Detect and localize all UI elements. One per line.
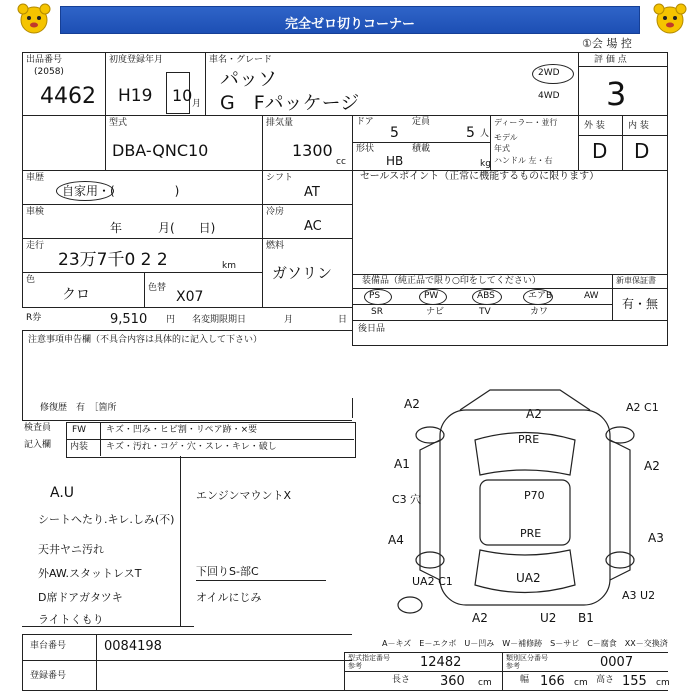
lot-label: 出品番号 — [26, 55, 63, 65]
fuel-value: ガソリン — [272, 264, 333, 282]
equipment-tv: TV — [479, 307, 491, 317]
class-label: 類別区分番号 — [506, 654, 548, 662]
color-label: 色 — [26, 275, 36, 285]
damage-mark: PRE — [520, 527, 542, 540]
drive-4wd: 4WD — [538, 91, 560, 101]
repair-history: 修復歴 有 ［箇所 — [40, 403, 117, 413]
lot-sub: (2058) — [34, 67, 64, 77]
import-label: ディーラー・並行 — [494, 118, 558, 127]
width-label: 幅 — [520, 675, 530, 685]
equipment-abs: ABS — [477, 291, 495, 301]
damage-mark: A2 — [644, 459, 660, 473]
registration-label: 初度登録年月 — [109, 55, 164, 65]
equipment-ps: PS — [369, 291, 381, 301]
damage-mark: A2 — [404, 397, 420, 411]
damage-mark: UA2 — [516, 571, 541, 585]
damage-mark: A4 — [388, 533, 404, 547]
damage-mark: U2 — [540, 611, 557, 625]
cert-number: 12482 — [420, 655, 462, 670]
name-change-label: 名変期限期日 — [192, 315, 247, 325]
ref-label-1: 参考 — [348, 662, 362, 670]
check-interior: 内装 — [70, 442, 89, 452]
score-label: 評 価 点 — [594, 55, 627, 65]
shift-value: AT — [304, 185, 320, 200]
note-left-6: ライトくもり — [38, 613, 104, 626]
exterior-grade: D — [592, 139, 608, 163]
note-right-5: オイルにじみ — [196, 591, 262, 604]
postscript-label: 後日品 — [358, 324, 386, 334]
length-value: 360 — [440, 674, 465, 689]
length-label: 長さ — [392, 675, 411, 685]
note-left-5: D席ドアガタツキ — [38, 591, 123, 604]
equipment-aw: AW — [584, 291, 599, 301]
color-value: クロ — [62, 287, 90, 303]
damage-mark: UA2 C1 — [412, 575, 453, 588]
name-change-month: 月 — [284, 315, 294, 325]
displacement-label: 排気量 — [266, 118, 294, 128]
check-label-1: 検査員 — [24, 423, 52, 433]
damage-mark: A1 — [394, 457, 410, 471]
ref-label-2: 参考 — [506, 662, 520, 670]
load-label: 積載 — [412, 144, 431, 154]
mileage-value: 23万7千0 2 2 — [58, 250, 168, 270]
color-code-label: 色替 — [148, 283, 167, 293]
interior-label: 内 装 — [628, 121, 649, 131]
damage-mark: PRE — [518, 433, 540, 446]
recycle-label: R券 — [26, 313, 42, 323]
new-guarantee-label: 新車保証書 — [616, 276, 656, 285]
equipment-label: 装備品（純正品で限り○印をしてください） — [362, 276, 541, 286]
damage-legend: A－キズ E－エクボ U－凹み W－補修跡 S－サビ C－腐食 XX－交換済 — [382, 639, 668, 648]
name-change-day: 日 — [338, 315, 348, 325]
import-year-label: 年式 — [494, 144, 510, 153]
recycle-value: 9,510 — [110, 312, 148, 327]
class-number: 0007 — [600, 655, 634, 670]
ac-label: 冷房 — [266, 207, 285, 217]
chassis-number: 0084198 — [104, 639, 162, 654]
sales-point-label: セールスポイント（正常に機能するものに限ります） — [360, 171, 600, 182]
inspection-label: 車検 — [26, 207, 45, 217]
damage-mark: A3 U2 — [622, 589, 656, 602]
check-fw: FW — [72, 425, 87, 435]
check-label-2: 記入欄 — [24, 440, 52, 450]
cert-label: 型式指定番号 — [348, 654, 390, 662]
banner-bar — [60, 6, 640, 34]
notes-label: 注意事項申告欄（不具合内容は具体的に記入して下さい） — [28, 335, 263, 345]
inspection-value: 年 月( 日) — [110, 221, 216, 235]
damage-mark: P70 — [524, 489, 545, 502]
damage-mark: A2 — [526, 407, 542, 421]
ac-value: AC — [304, 219, 322, 234]
displacement-unit: cc — [336, 157, 346, 167]
bear-mascot-icon — [650, 2, 690, 36]
banner-title: 完全ゼロ切りコーナー — [284, 17, 415, 32]
shape-label: 形状 — [356, 144, 375, 154]
damage-mark: A3 — [648, 531, 664, 545]
model-grade: G Fパッケージ — [220, 92, 360, 114]
damage-mark: C3 穴 — [392, 493, 422, 506]
doors-value: 5 — [390, 125, 399, 141]
banner — [0, 0, 700, 38]
registration-number-label: 登録番号 — [30, 671, 67, 681]
color-code: X07 — [176, 289, 204, 305]
usage-label: 車歴 — [26, 173, 45, 183]
new-guarantee-value: 有・無 — [622, 297, 659, 311]
equipment-airbag: エアB — [528, 291, 553, 301]
import-handle: ハンドル 左・右 — [494, 156, 553, 165]
note-left-3: 天井ヤニ汚れ — [38, 543, 104, 556]
height-unit: cm — [656, 678, 670, 688]
exterior-label: 外 装 — [584, 121, 605, 131]
registration-month: 10 — [172, 86, 193, 105]
model-name: パッソ — [220, 68, 278, 90]
length-unit: cm — [478, 678, 492, 688]
registration-era: H19 — [118, 86, 153, 106]
damage-mark: B1 — [578, 611, 594, 625]
check-fw-items: キズ・凹み・ヒビ割・リペア跡・×要 — [106, 425, 258, 435]
mileage-label: 走行 — [26, 241, 45, 251]
drive-2wd: 2WD — [538, 68, 560, 78]
load-unit: kg — [480, 159, 491, 169]
usage-value: 自家用・( ) — [62, 184, 180, 198]
chassis-label: 車台番号 — [30, 641, 67, 651]
mileage-unit: km — [222, 261, 236, 271]
height-label: 高さ — [596, 675, 615, 685]
note-left-2: シートヘたり.キレ.しみ(不) — [38, 513, 175, 526]
model-label: 車名・グレード — [209, 55, 273, 65]
equipment-pw: PW — [424, 291, 439, 301]
registration-month-unit: 月 — [192, 99, 202, 109]
damage-mark: A2 C1 — [626, 401, 659, 414]
interior-grade: D — [634, 139, 650, 163]
note-left-4: 外AW.スタットレスT — [38, 567, 142, 580]
lot-number: 4462 — [40, 84, 96, 109]
type-value: DBA-QNC10 — [112, 141, 209, 160]
import-model-label: モデル — [494, 133, 518, 142]
displacement-value: 1300 — [292, 141, 333, 160]
shift-label: シフト — [266, 173, 294, 183]
width-value: 166 — [540, 674, 565, 689]
note-right-1: エンジンマウントX — [196, 489, 291, 502]
seats-value: 5 — [466, 125, 475, 141]
doors-label: ドア — [356, 117, 374, 127]
equipment-leather: カワ — [530, 307, 549, 317]
height-value: 155 — [622, 674, 647, 689]
note-left-1: A.U — [50, 485, 75, 501]
seats-unit: 人 — [480, 129, 490, 139]
fuel-label: 燃料 — [266, 241, 285, 251]
check-interior-items: キズ・汚れ・コゲ・穴・スレ・キレ・破し — [106, 442, 277, 452]
equipment-sr: SR — [371, 307, 383, 317]
recycle-unit: 円 — [166, 315, 176, 325]
equipment-navi: ナビ — [426, 307, 445, 317]
seats-label: 定員 — [412, 117, 431, 127]
note-right-4: 下回りS-部C — [196, 565, 259, 578]
damage-mark: A2 — [472, 611, 488, 625]
shape-value: HB — [386, 154, 404, 168]
venue-label: ①会 場 控 — [582, 37, 632, 50]
width-unit: cm — [574, 678, 588, 688]
bear-mascot-icon — [14, 2, 54, 36]
type-label: 型式 — [109, 118, 128, 128]
score-value: 3 — [606, 75, 627, 113]
